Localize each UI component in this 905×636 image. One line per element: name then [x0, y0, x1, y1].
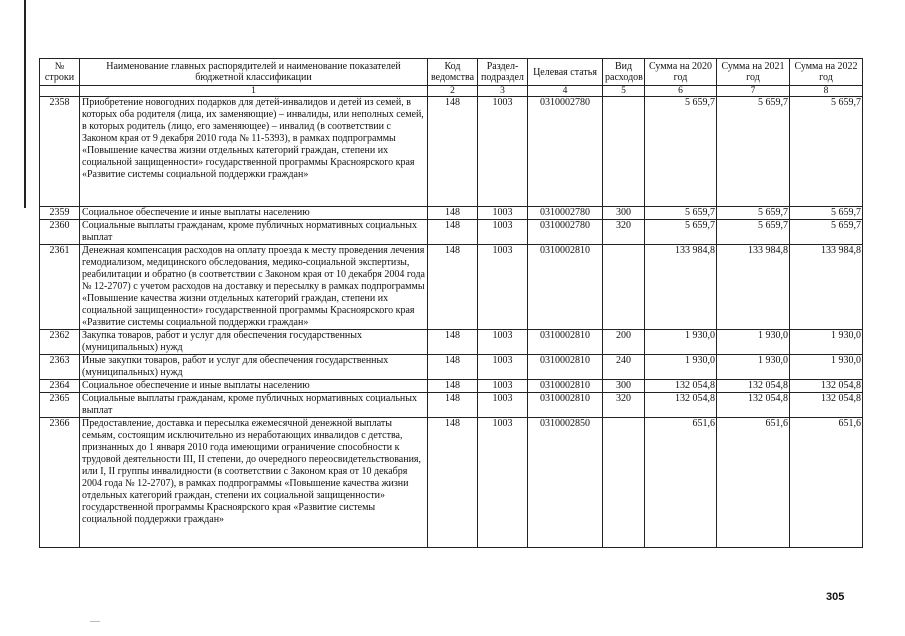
row-expense-type: 300	[603, 207, 645, 220]
row-expense-type	[603, 97, 645, 207]
row-sum-2021: 133 984,8	[717, 245, 790, 330]
table-row	[40, 245, 863, 330]
row-number: 2358	[40, 97, 80, 207]
row-sum-2020: 1 930,0	[645, 355, 717, 380]
row-number: 2363	[40, 355, 80, 380]
column-number: 3	[478, 86, 528, 97]
row-sum-2022: 132 054,8	[790, 393, 863, 418]
column-number: 6	[645, 86, 717, 97]
budget-table	[39, 58, 863, 548]
table-row	[40, 355, 863, 380]
row-department-code: 148	[428, 245, 478, 330]
row-number: 2365	[40, 393, 80, 418]
row-sum-2021: 651,6	[717, 418, 790, 548]
row-target-article: 0310002810	[528, 245, 603, 330]
row-description: Социальные выплаты гражданам, кроме публичных нормативных социальных выплат	[80, 393, 428, 418]
header-sum-2021: Сумма на 2021 год	[717, 59, 790, 86]
row-department-code: 148	[428, 355, 478, 380]
row-target-article: 0310002810	[528, 355, 603, 380]
row-number: 2359	[40, 207, 80, 220]
row-target-article: 0310002780	[528, 220, 603, 245]
row-department-code: 148	[428, 97, 478, 207]
table-row	[40, 330, 863, 355]
row-sum-2020: 1 930,0	[645, 330, 717, 355]
row-expense-type: 240	[603, 355, 645, 380]
row-section: 1003	[478, 207, 528, 220]
row-description: Социальные выплаты гражданам, кроме публичных нормативных социальных выплат	[80, 220, 428, 245]
row-department-code: 148	[428, 380, 478, 393]
row-section: 1003	[478, 380, 528, 393]
header-row	[40, 59, 863, 86]
table-row	[40, 380, 863, 393]
row-section: 1003	[478, 220, 528, 245]
row-sum-2022: 1 930,0	[790, 330, 863, 355]
column-number	[40, 86, 80, 97]
row-sum-2020: 5 659,7	[645, 97, 717, 207]
row-sum-2022: 5 659,7	[790, 97, 863, 207]
row-target-article: 0310002810	[528, 330, 603, 355]
row-description: Предоставление, доставка и пересылка ежемесячной денежной выплаты семьям, состоящим исключительно из неработающих инвалидов с детства, признанных до 1 января 2010 года имеющими ограничение способности к трудовой деятельности III, II степени, до очередного переосвидетельствования, или I, II группы инвалидности (в соответствии с Законом края от 10 декабря 2004 года № 12-2707), в рамках подпрограммы «Повышение качества жизни отдельных категорий граждан, степени их социальной защищенности» государственной программы Красноярского края «Развитие системы социальной поддержки граждан»	[80, 418, 428, 548]
binder-line	[24, 0, 26, 208]
header-department-code: Код ведомства	[428, 59, 478, 86]
row-number: 2362	[40, 330, 80, 355]
header-expense-type: Вид расходов	[603, 59, 645, 86]
header-sum-2022: Сумма на 2022 год	[790, 59, 863, 86]
row-target-article: 0310002780	[528, 207, 603, 220]
row-section: 1003	[478, 418, 528, 548]
row-expense-type	[603, 245, 645, 330]
row-sum-2020: 5 659,7	[645, 207, 717, 220]
table-row	[40, 393, 863, 418]
row-target-article: 0310002810	[528, 393, 603, 418]
row-sum-2020: 5 659,7	[645, 220, 717, 245]
row-description: Социальное обеспечение и иные выплаты населению	[80, 207, 428, 220]
table-row	[40, 220, 863, 245]
table-row	[40, 418, 863, 548]
row-sum-2020: 132 054,8	[645, 393, 717, 418]
row-expense-type: 200	[603, 330, 645, 355]
table-row	[40, 207, 863, 220]
row-expense-type	[603, 418, 645, 548]
row-sum-2022: 1 930,0	[790, 355, 863, 380]
header-name: Наименование главных распорядителей и наименование показателей бюджетной классификации	[80, 59, 428, 86]
row-department-code: 148	[428, 207, 478, 220]
row-expense-type: 320	[603, 220, 645, 245]
row-department-code: 148	[428, 418, 478, 548]
row-number: 2361	[40, 245, 80, 330]
row-expense-type: 320	[603, 393, 645, 418]
row-target-article: 0310002810	[528, 380, 603, 393]
header-row-number: № строки	[40, 59, 80, 86]
row-sum-2022: 132 054,8	[790, 380, 863, 393]
page-number: 305	[826, 591, 845, 603]
row-sum-2021: 132 054,8	[717, 380, 790, 393]
row-sum-2022: 133 984,8	[790, 245, 863, 330]
row-sum-2021: 5 659,7	[717, 207, 790, 220]
column-number: 7	[717, 86, 790, 97]
header-column-numbers	[40, 86, 863, 97]
row-sum-2022: 651,6	[790, 418, 863, 548]
row-sum-2021: 1 930,0	[717, 330, 790, 355]
column-number: 4	[528, 86, 603, 97]
row-sum-2021: 5 659,7	[717, 220, 790, 245]
row-sum-2021: 5 659,7	[717, 97, 790, 207]
row-number: 2364	[40, 380, 80, 393]
row-sum-2020: 133 984,8	[645, 245, 717, 330]
row-number: 2366	[40, 418, 80, 548]
row-sum-2020: 132 054,8	[645, 380, 717, 393]
header-sum-2020: Сумма на 2020 год	[645, 59, 717, 86]
row-description: Закупка товаров, работ и услуг для обеспечения государственных (муниципальных) нужд	[80, 330, 428, 355]
row-target-article: 0310002850	[528, 418, 603, 548]
row-department-code: 148	[428, 220, 478, 245]
row-description: Социальное обеспечение и иные выплаты населению	[80, 380, 428, 393]
row-department-code: 148	[428, 330, 478, 355]
row-expense-type: 300	[603, 380, 645, 393]
row-section: 1003	[478, 245, 528, 330]
header-section: Раздел-подраздел	[478, 59, 528, 86]
scan-artifact	[90, 621, 100, 622]
row-number: 2360	[40, 220, 80, 245]
column-number: 8	[790, 86, 863, 97]
row-sum-2021: 1 930,0	[717, 355, 790, 380]
row-target-article: 0310002780	[528, 97, 603, 207]
row-section: 1003	[478, 355, 528, 380]
column-number: 1	[80, 86, 428, 97]
row-sum-2022: 5 659,7	[790, 207, 863, 220]
row-description: Приобретение новогодних подарков для детей-инвалидов и детей из семей, в которых оба родителя (лица, их заменяющие) – инвалиды, или неполных семей, в которых родитель (лицо, его заменяющее) – инвалид (в соответствии с Законом края от 9 декабря 2010 года № 11-5393), в рамках подпрограммы «Повышение качества жизни отдельных категорий граждан, степени их социальной защищенности» государственной программы Красноярского края «Развитие системы социальной поддержки граждан»	[80, 97, 428, 207]
budget-table-container	[39, 58, 863, 548]
row-sum-2021: 132 054,8	[717, 393, 790, 418]
header-target-article: Целевая статья	[528, 59, 603, 86]
row-description: Иные закупки товаров, работ и услуг для обеспечения государственных (муниципальных) нужд	[80, 355, 428, 380]
column-number: 2	[428, 86, 478, 97]
row-sum-2020: 651,6	[645, 418, 717, 548]
row-sum-2022: 5 659,7	[790, 220, 863, 245]
row-section: 1003	[478, 393, 528, 418]
row-department-code: 148	[428, 393, 478, 418]
table-row	[40, 97, 863, 207]
row-section: 1003	[478, 97, 528, 207]
row-description: Денежная компенсация расходов на оплату проезда к месту проведения лечения гемодиализом, медицинского обследования, медико-социальной экспертизы, реабилитации и обратно (в соответствии с Законом края от 10 декабря 2004 года № 12-2707) с учетом расходов на доставку и пересылку в рамках подпрограммы «Повышение качества жизни отдельных категорий граждан, степени их социальной защищенности» государственной программы Красноярского края «Развитие системы социальной поддержки граждан»	[80, 245, 428, 330]
row-section: 1003	[478, 330, 528, 355]
column-number: 5	[603, 86, 645, 97]
